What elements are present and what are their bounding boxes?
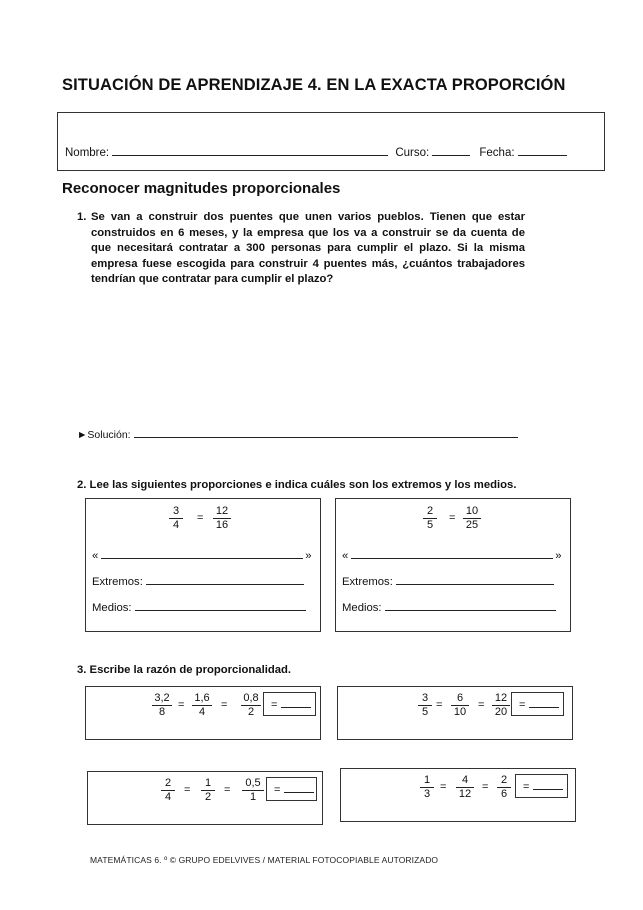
question-2-heading: 2. Lee las siguientes proporciones e indica cuáles son los extremos y los medios. bbox=[77, 479, 517, 491]
equals-sign: = bbox=[221, 699, 228, 711]
fraction: $\frac{3}{4}$ bbox=[169, 505, 183, 532]
ratio-answer-field[interactable]: = bbox=[266, 777, 317, 801]
ratio-box-4 bbox=[340, 768, 576, 822]
nombre-label: Nombre: bbox=[65, 147, 110, 159]
fraction: $\frac{3}{5}$ bbox=[418, 692, 432, 719]
medios-row: Medios: bbox=[92, 600, 306, 614]
page-title: SITUACIÓN DE APRENDIZAJE 4. EN LA EXACTA PROPORCIÓN bbox=[62, 76, 566, 94]
proportion-read-row: « » bbox=[342, 550, 562, 562]
question-3-heading: 3. Escribe la razón de proporcionalidad. bbox=[77, 664, 292, 676]
equals-sign: = bbox=[224, 784, 231, 796]
fecha-label: Fecha: bbox=[479, 147, 515, 159]
solution-label: ►Solución: bbox=[77, 429, 131, 441]
solution-field[interactable] bbox=[134, 427, 518, 438]
question-1 bbox=[77, 210, 525, 288]
extremos-row: Extremos: bbox=[92, 574, 304, 588]
page-footer: MATEMÁTICAS 6. º © GRUPO EDELVIVES / MATERIAL FOTOCOPIABLE AUTORIZADO bbox=[90, 855, 439, 865]
proportion-read-row: « » bbox=[92, 550, 312, 562]
ratio-box-3 bbox=[87, 771, 323, 825]
fraction: $\frac{0,8}{2}$ bbox=[241, 692, 261, 719]
fraction: $\frac{2}{5}$ bbox=[423, 505, 437, 532]
solution-row bbox=[77, 427, 518, 441]
fraction: $\frac{6}{10}$ bbox=[451, 692, 469, 719]
fraction: $\frac{1,6}{4}$ bbox=[192, 692, 212, 719]
fraction: $\frac{4}{12}$ bbox=[456, 774, 474, 801]
student-info-box bbox=[57, 112, 605, 171]
equals-sign: = bbox=[197, 512, 204, 524]
equals-sign: = bbox=[184, 784, 191, 796]
fecha-field[interactable] bbox=[518, 145, 567, 156]
curso-label: Curso: bbox=[395, 147, 430, 159]
fraction: $\frac{12}{16}$ bbox=[213, 505, 231, 532]
ratio-answer-field[interactable]: = bbox=[515, 774, 568, 798]
fraction: $\frac{0,5}{1}$ bbox=[242, 777, 264, 804]
equals-sign: = bbox=[436, 699, 443, 711]
student-info-row bbox=[65, 145, 571, 159]
equals-sign: = bbox=[482, 781, 489, 793]
curso-field[interactable] bbox=[432, 145, 470, 156]
extremos-field[interactable] bbox=[396, 574, 554, 585]
proportion-read-field[interactable] bbox=[101, 548, 303, 559]
fraction: $\frac{1}{3}$ bbox=[420, 774, 434, 801]
fraction: $\frac{2}{6}$ bbox=[497, 774, 511, 801]
equals-sign: = bbox=[178, 699, 185, 711]
fraction: $\frac{3,2}{8}$ bbox=[152, 692, 172, 719]
section-title: Reconocer magnitudes proporcionales bbox=[62, 180, 341, 197]
nombre-field[interactable] bbox=[112, 145, 388, 156]
equals-sign: = bbox=[478, 699, 485, 711]
question-1-number: 1. bbox=[77, 211, 87, 223]
proportion-box-1 bbox=[85, 498, 321, 632]
ratio-box-2 bbox=[337, 686, 573, 740]
proportion-read-field[interactable] bbox=[351, 548, 553, 559]
extremos-field[interactable] bbox=[146, 574, 304, 585]
fraction: $\frac{12}{20}$ bbox=[492, 692, 510, 719]
medios-row: Medios: bbox=[342, 600, 556, 614]
question-1-text: Se van a construir dos puentes que unen varios pueblos. Tienen que estar construidos en 6 meses, y la empresa que los va a construir se da cuenta de que necesitará contratar a 300 personas para cumplir el plazo. Si la misma empresa fuese escogida para construir 4 puentes más, ¿cuántos trabajadores tendrían que contratar para cumplir el plazo? bbox=[91, 211, 526, 286]
extremos-row: Extremos: bbox=[342, 574, 554, 588]
fraction: $\frac{10}{25}$ bbox=[463, 505, 481, 532]
equals-sign: = bbox=[440, 781, 447, 793]
ratio-box-1 bbox=[85, 686, 321, 740]
fraction: $\frac{2}{4}$ bbox=[161, 777, 175, 804]
ratio-answer-field[interactable]: = bbox=[263, 692, 316, 716]
medios-field[interactable] bbox=[385, 600, 556, 611]
fraction: $\frac{1}{2}$ bbox=[201, 777, 215, 804]
equals-sign: = bbox=[449, 512, 456, 524]
proportion-box-2 bbox=[335, 498, 571, 632]
ratio-answer-field[interactable]: = bbox=[511, 692, 564, 716]
medios-field[interactable] bbox=[135, 600, 306, 611]
